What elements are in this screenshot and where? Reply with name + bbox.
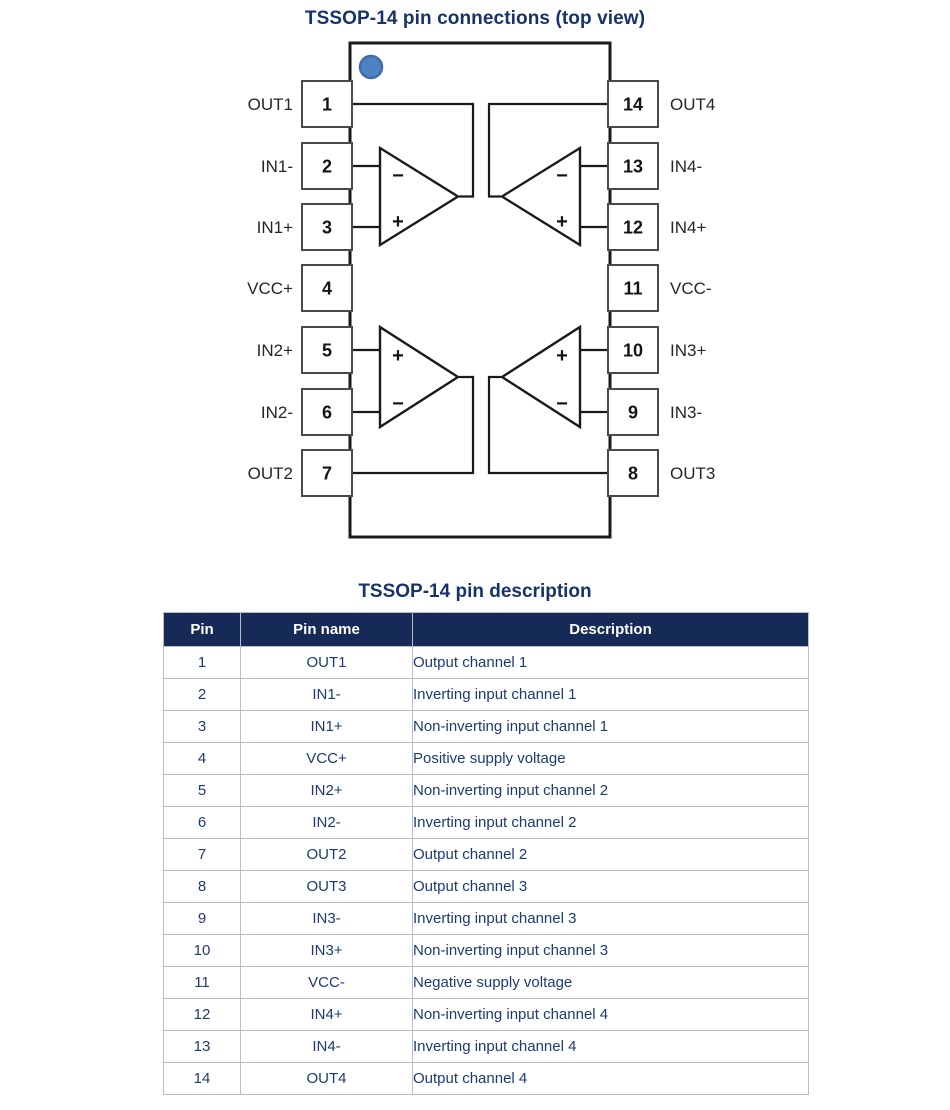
table-header-row [164, 613, 809, 647]
pin-number-12: 12 [622, 217, 644, 238]
opamp-channel-3-input-sign: − [556, 393, 568, 415]
pin-name-cell: OUT1 [241, 647, 413, 679]
right-pin-column [608, 81, 715, 496]
pin-label-14: OUT4 [670, 95, 716, 114]
description-cell: Inverting input channel 4 [413, 1031, 809, 1063]
pin-label-11: VCC- [670, 279, 712, 298]
opamp-channel-4-input-sign: − [556, 165, 568, 187]
pin-label-7: OUT2 [247, 464, 293, 483]
pin-cell: 3 [164, 711, 241, 743]
description-cell: Output channel 2 [413, 839, 809, 871]
table-row-pin-7 [164, 839, 809, 871]
opamp-channel-4-input-sign: + [556, 211, 568, 233]
table-row-pin-13 [164, 1031, 809, 1063]
pin-number-3: 3 [321, 217, 333, 238]
pin-cell: 6 [164, 807, 241, 839]
pin-number-5: 5 [321, 340, 333, 361]
description-cell: Positive supply voltage [413, 743, 809, 775]
pin-description-table [163, 612, 809, 1095]
pin-label-13: IN4- [670, 157, 703, 176]
pin-number-14: 14 [622, 94, 644, 115]
pin-cell: 4 [164, 743, 241, 775]
pin-number-13: 13 [622, 156, 644, 177]
chip-outline [350, 43, 610, 537]
opamp-channel-2-input-sign: − [392, 393, 404, 415]
description-cell: Non-inverting input channel 2 [413, 775, 809, 807]
description-cell: Non-inverting input channel 4 [413, 999, 809, 1031]
pin-label-4: VCC+ [247, 279, 293, 298]
pin-cell: 1 [164, 647, 241, 679]
pin-label-2: IN1- [260, 157, 293, 176]
pin-cell: 7 [164, 839, 241, 871]
pin-name-cell: IN2+ [241, 775, 413, 807]
pin-name-cell: VCC- [241, 967, 413, 999]
pin-cell: 10 [164, 935, 241, 967]
description-cell: Inverting input channel 2 [413, 807, 809, 839]
table-row-pin-4 [164, 743, 809, 775]
pin-number-7: 7 [321, 463, 333, 484]
pin-name-cell: IN4- [241, 1031, 413, 1063]
pin-number-10: 10 [622, 340, 644, 361]
pin-label-9: IN3- [670, 403, 703, 422]
pin-name-cell: VCC+ [241, 743, 413, 775]
pin-cell: 9 [164, 903, 241, 935]
pin-number-2: 2 [321, 156, 333, 177]
description-cell: Negative supply voltage [413, 967, 809, 999]
pin-name-cell: OUT2 [241, 839, 413, 871]
table-row-pin-14 [164, 1063, 809, 1095]
opamp-channel-1-input-sign: − [392, 165, 404, 187]
table-row-pin-1 [164, 647, 809, 679]
table-row-pin-3 [164, 711, 809, 743]
pin-name-cell: IN3+ [241, 935, 413, 967]
pin-name-cell: IN1+ [241, 711, 413, 743]
description-cell: Output channel 3 [413, 871, 809, 903]
pin-label-6: IN2- [260, 403, 293, 422]
description-cell: Output channel 1 [413, 647, 809, 679]
pin-label-10: IN3+ [670, 341, 707, 360]
table-row-pin-9 [164, 903, 809, 935]
table-row-pin-11 [164, 967, 809, 999]
pin-cell: 12 [164, 999, 241, 1031]
pin-cell: 11 [164, 967, 241, 999]
description-cell: Inverting input channel 3 [413, 903, 809, 935]
pin-number-9: 9 [627, 402, 639, 423]
description-cell: Inverting input channel 1 [413, 679, 809, 711]
description-cell: Non-inverting input channel 3 [413, 935, 809, 967]
opamp-channel-1-input-sign: + [392, 211, 404, 233]
pin-description-title: TSSOP-14 pin description [358, 581, 592, 602]
column-header-description: Description [413, 613, 809, 647]
pin-name-cell: IN4+ [241, 999, 413, 1031]
table-row-pin-10 [164, 935, 809, 967]
pin-label-5: IN2+ [256, 341, 293, 360]
pin-label-12: IN4+ [670, 218, 707, 237]
opamp-channel-2-input-sign: + [392, 345, 404, 367]
pin-number-11: 11 [623, 278, 643, 299]
pin-cell: 14 [164, 1063, 241, 1095]
pin-connections-title: TSSOP-14 pin connections (top view) [304, 8, 646, 29]
pin-number-4: 4 [321, 278, 333, 299]
column-header-pin-name: Pin name [241, 613, 413, 647]
table-row-pin-8 [164, 871, 809, 903]
table-row-pin-2 [164, 679, 809, 711]
pin-label-3: IN1+ [256, 218, 293, 237]
table-row-pin-5 [164, 775, 809, 807]
pin-name-cell: IN3- [241, 903, 413, 935]
pin-label-1: OUT1 [247, 95, 293, 114]
pin-name-cell: IN2- [241, 807, 413, 839]
pin-name-cell: OUT3 [241, 871, 413, 903]
pin-label-8: OUT3 [670, 464, 716, 483]
pin1-indicator-dot [360, 56, 382, 78]
pin-cell: 13 [164, 1031, 241, 1063]
table-row-pin-6 [164, 807, 809, 839]
description-cell: Output channel 4 [413, 1063, 809, 1095]
opamp-channel-3-input-sign: + [556, 345, 568, 367]
pin-name-cell: IN1- [241, 679, 413, 711]
column-header-pin: Pin [164, 613, 241, 647]
pin-cell: 8 [164, 871, 241, 903]
description-cell: Non-inverting input channel 1 [413, 711, 809, 743]
pin-number-6: 6 [321, 402, 333, 423]
pin-cell: 5 [164, 775, 241, 807]
pin-name-cell: OUT4 [241, 1063, 413, 1095]
pin-number-1: 1 [321, 94, 333, 115]
left-pin-column [247, 81, 352, 496]
pin-number-8: 8 [627, 463, 639, 484]
pin-cell: 2 [164, 679, 241, 711]
table-row-pin-12 [164, 999, 809, 1031]
